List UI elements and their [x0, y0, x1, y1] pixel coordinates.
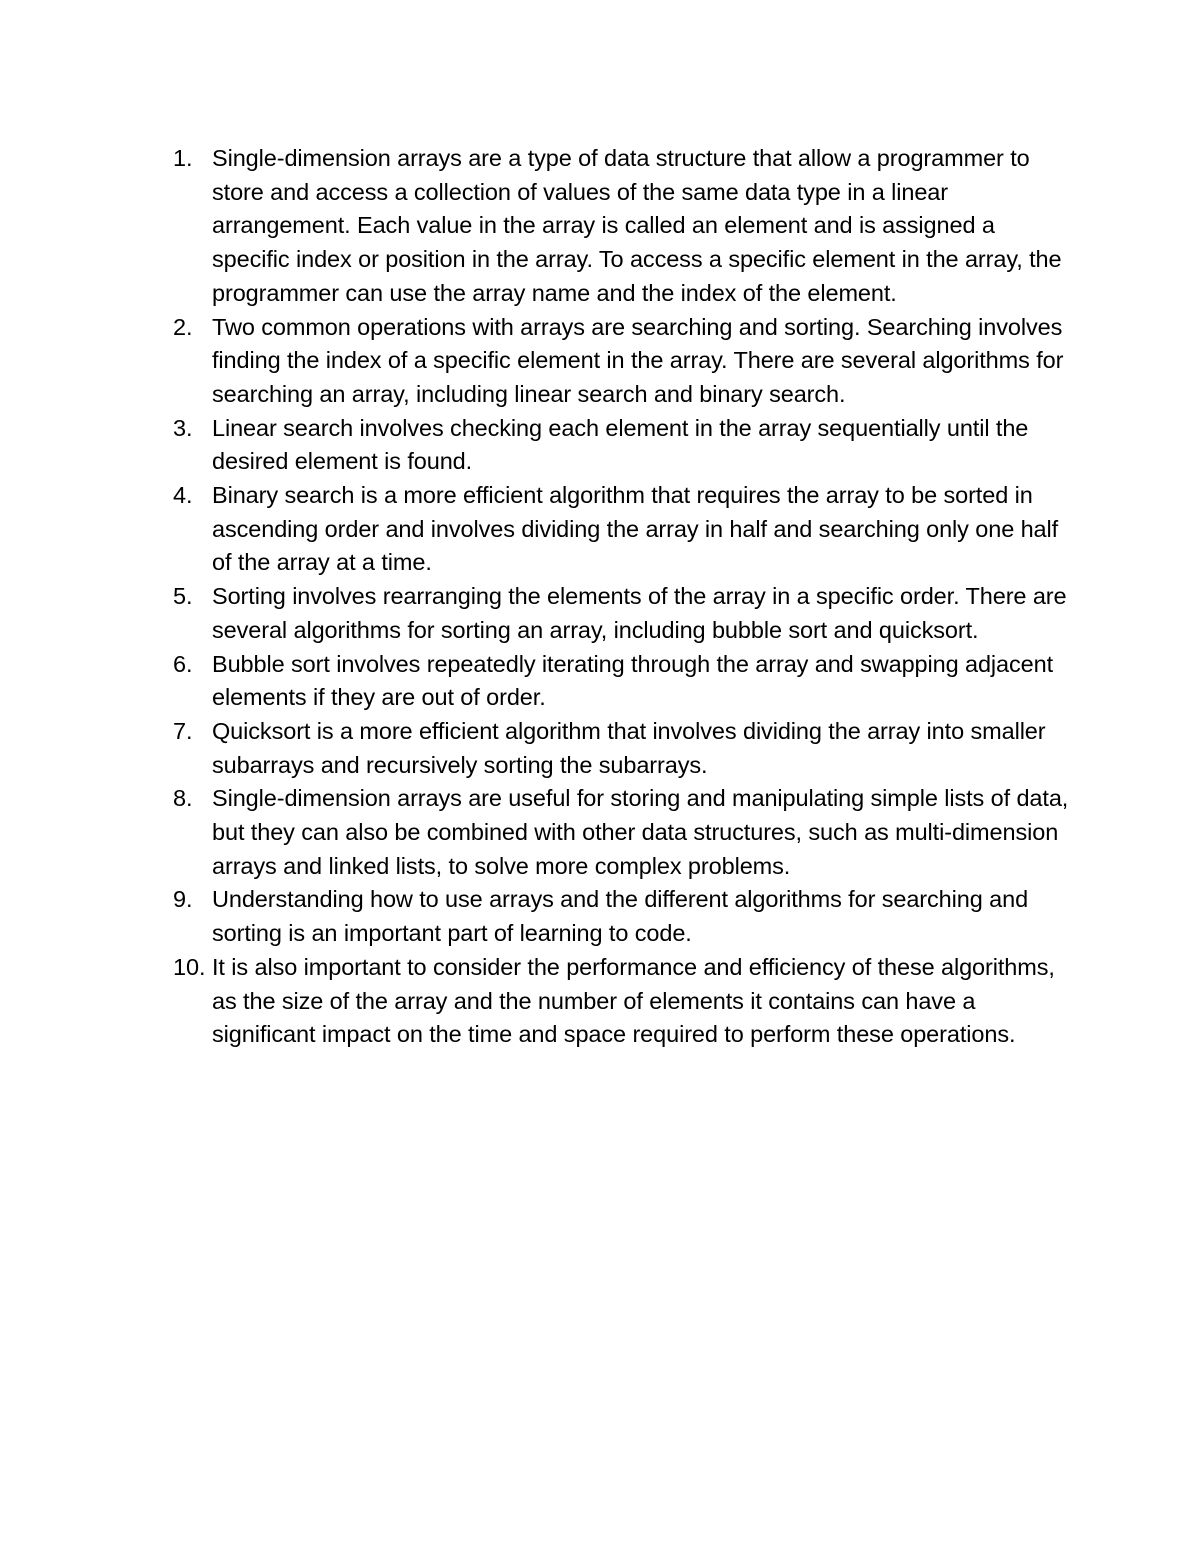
list-item-text: Binary search is a more efficient algorithm that requires the array to be sorted in ascending order and involves dividing the array in half and searching only one half of the array at a time. [212, 482, 1059, 576]
list-item-text: Two common operations with arrays are searching and sorting. Searching involves finding the index of a specific element in the array. There are several algorithms for searching an array, including linear search and binary search. [212, 313, 1064, 407]
list-item-text: It is also important to consider the performance and efficiency of these algorithms, as the size of the array and the number of elements it contains can have a significant impact on the time and space required to perform these operations. [212, 953, 1055, 1048]
list-item-text: Quicksort is a more efficient algorithm that involves dividing the array into smaller subarrays and recursively sorting the subarrays. [212, 717, 1046, 778]
list-item-text: Sorting involves rearranging the elements of the array in a specific order. There are several algorithms for sorting an array, including bubble sort and quicksort. [212, 583, 1067, 643]
list-item-text: Single-dimension arrays are useful for storing and manipulating simple lists of data, but they can also be combined with other data structures, such as multi-dimension arrays and linked lists, to solve more complex problems. [212, 785, 1069, 879]
list-item-text: Single-dimension arrays are a type of data structure that allow a programmer to store and access a collection of values of the same data type in a linear arrangement. Each value in the array is called an element and is assigned a specific index or position in the array. To access a specific element in the array, the programmer can use the array name and the index of the element. [212, 145, 1062, 306]
list-item-number: 9. [173, 886, 193, 913]
list-item-number: 1. [173, 145, 193, 171]
list-item [170, 412, 1070, 479]
list-item-number: 4. [173, 482, 193, 509]
list-item [170, 142, 1070, 311]
list-item [170, 782, 1070, 883]
list-item-number: 8. [173, 785, 193, 812]
list-item-text: Linear search involves checking each element in the array sequentially until the desired element is found. [212, 414, 1029, 475]
list-item-text: Understanding how to use arrays and the different algorithms for searching and sorting is an important part of learning to code. [212, 886, 1029, 947]
list-item-number: 5. [173, 583, 193, 610]
list-item-number: 7. [173, 717, 193, 744]
list-item [170, 715, 1070, 782]
list-item-number: 2. [173, 313, 193, 340]
list-item-number: 6. [173, 650, 193, 677]
list-item [170, 951, 1070, 1052]
list-item [170, 580, 1070, 647]
list-item-number: 10. [173, 953, 206, 980]
list-item [170, 883, 1070, 950]
list-item-text: Bubble sort involves repeatedly iterating through the array and swapping adjacent elements if they are out of order. [212, 650, 1054, 711]
numbered-list [170, 142, 1070, 1052]
list-item [170, 311, 1070, 412]
list-item-number: 3. [173, 414, 193, 441]
list-item [170, 479, 1070, 580]
list-item [170, 648, 1070, 715]
